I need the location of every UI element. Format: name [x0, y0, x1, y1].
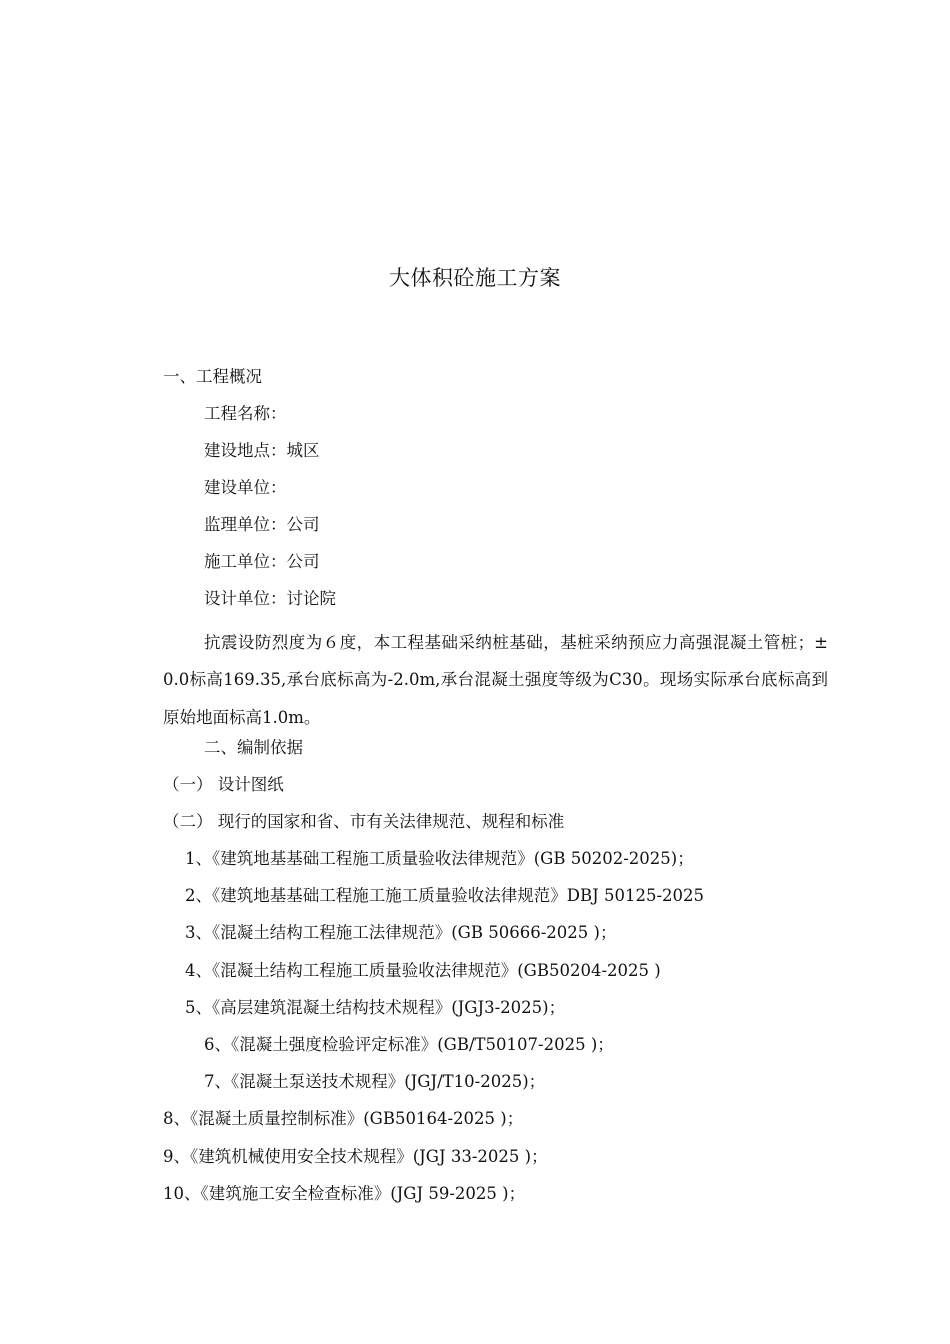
document-title: 大体积砼施工方案: [389, 266, 561, 290]
section-heading-basis: 二、编制依据: [204, 738, 303, 757]
standard-item: 2、《建筑地基基础工程施工施工质量验收法律规范》DBJ 50125-2025: [185, 886, 705, 905]
field-project-name: 工程名称：: [204, 404, 287, 423]
standard-item: 1、《建筑地基基础工程施工质量验收法律规范》(GB 50202-2025)；: [185, 849, 694, 868]
standard-item: 9、《建筑机械使用安全技术规程》(JGJ 33-2025 )；: [163, 1147, 548, 1166]
standard-item: 6、《混凝土强度检验评定标准》(GB/T50107-2025 )；: [204, 1035, 614, 1054]
field-contractor: 施工单位：公司: [204, 552, 320, 571]
field-designer: 设计单位：讨论院: [204, 589, 336, 608]
standard-item: 10、《建筑施工安全检查标准》(JGJ 59-2025 )；: [163, 1184, 526, 1203]
standard-item: 5、《高层建筑混凝土结构技术规程》(JGJ3-2025)；: [185, 998, 566, 1017]
field-supervisor: 监理单位：公司: [204, 515, 320, 534]
standard-item: 3、《混凝土结构工程施工法律规范》(GB 50666-2025 )；: [185, 923, 617, 942]
field-location: 建设地点：城区: [204, 441, 320, 460]
standard-item: 7、《混凝土泵送技术规程》(JGJ/T10-2025)；: [204, 1072, 546, 1091]
standard-item: 8、《混凝土质量控制标准》(GB50164-2025 )；: [163, 1109, 524, 1128]
subsection-design-drawings: （一） 设计图纸: [163, 775, 284, 794]
subsection-regulations: （二） 现行的国家和省、市有关法律规范、规程和标准: [163, 812, 565, 831]
standard-item: 4、《混凝土结构工程施工质量验收法律规范》(GB50204-2025 ): [185, 961, 661, 980]
section-heading-overview: 一、工程概况: [163, 367, 262, 386]
overview-paragraph: 抗震设防烈度为６度，本工程基础采纳桩基础，基桩采纳预应力高强混凝土管桩；± 0.0标高169.35,承台底标高为-2.0m,承台混凝土强度等级为C30。现场实际承台底标高到原始地面标高1.0m。: [163, 633, 828, 727]
field-owner: 建设单位：: [204, 478, 287, 497]
